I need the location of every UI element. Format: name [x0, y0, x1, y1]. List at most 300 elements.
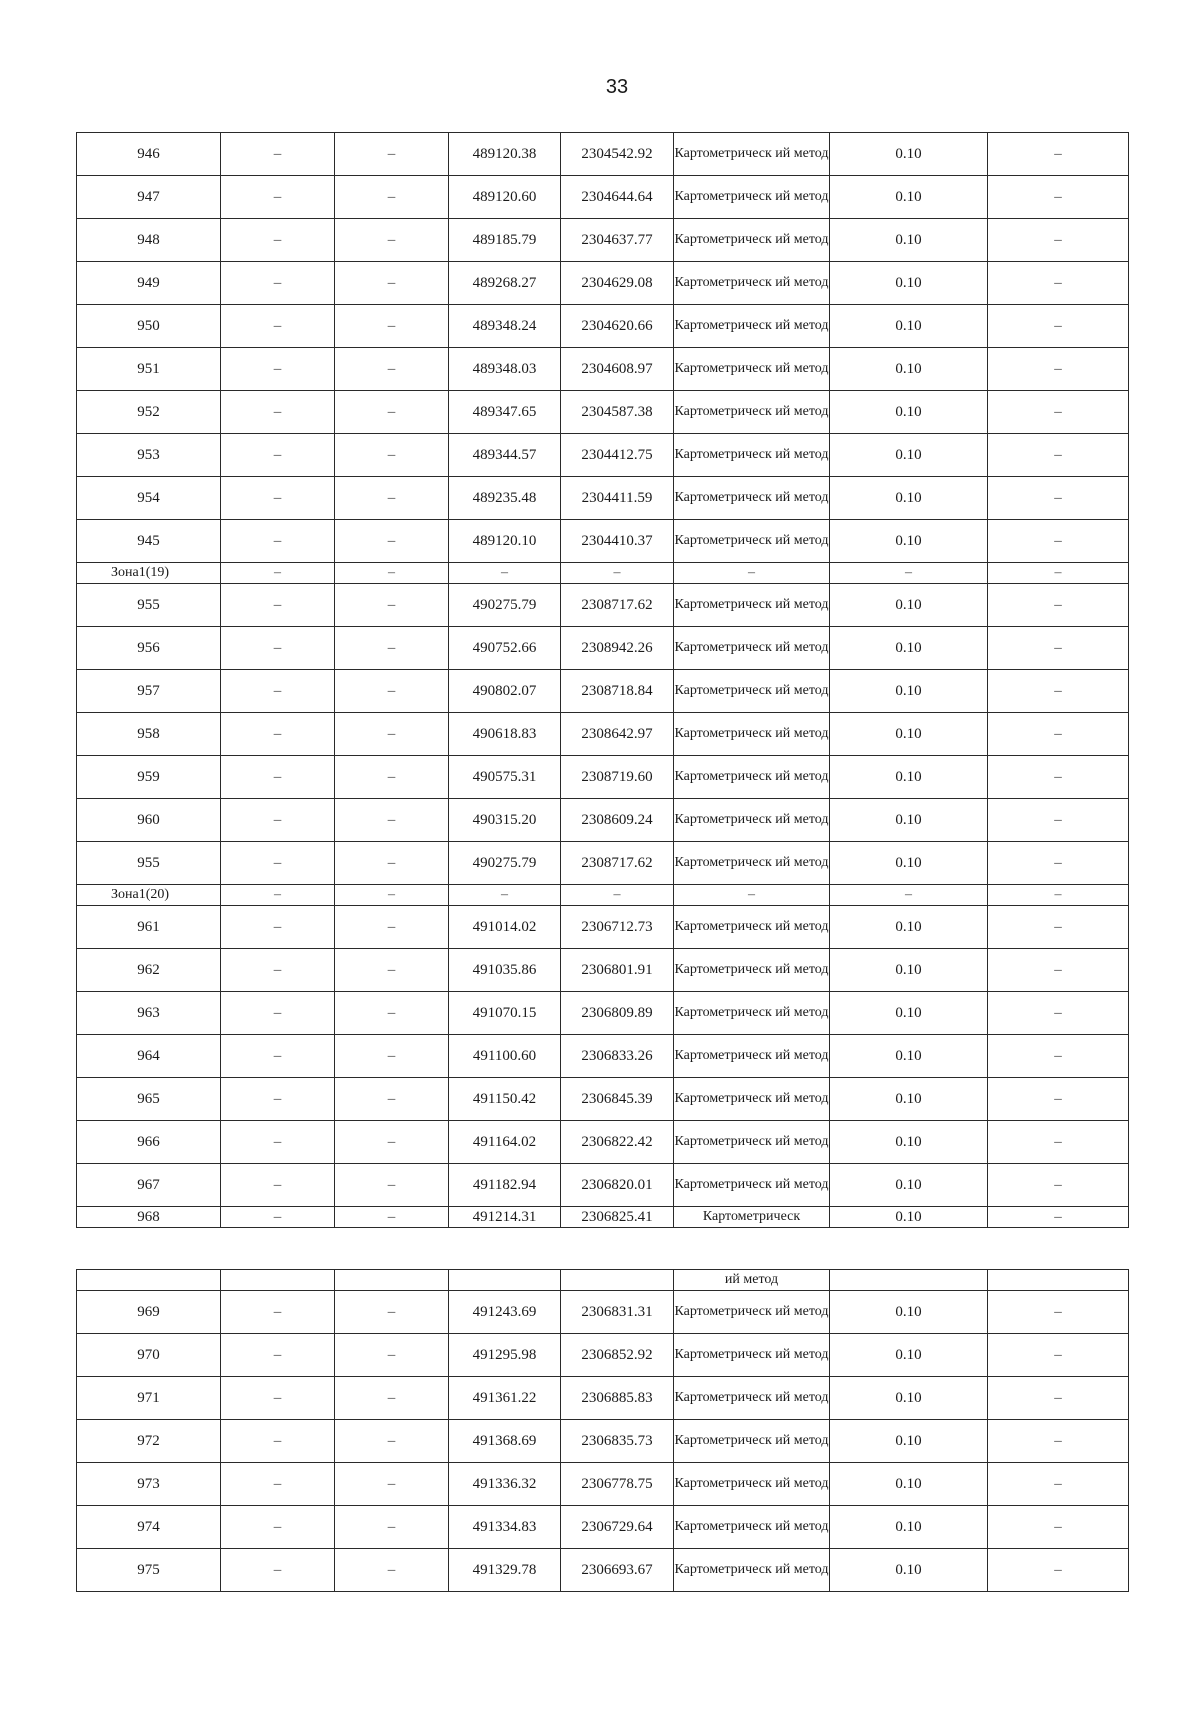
accuracy-cell: 0.10 [830, 906, 988, 949]
x-coordinate-cell: – [449, 563, 561, 584]
x-coordinate-cell: 489185.79 [449, 219, 561, 262]
y-coordinate-cell: 2308718.84 [561, 670, 674, 713]
empty-cell-2: – [221, 1207, 335, 1228]
method-cell: – [674, 885, 830, 906]
empty-cell-8: – [988, 1549, 1129, 1592]
empty-cell-3: – [335, 992, 449, 1035]
table-row [77, 133, 1129, 176]
point-number-cell: 969 [77, 1291, 221, 1334]
table-row [77, 1164, 1129, 1207]
empty-cell-2: – [221, 391, 335, 434]
point-number-cell: 955 [77, 584, 221, 627]
empty-cell-2: – [221, 756, 335, 799]
accuracy-cell: 0.10 [830, 219, 988, 262]
empty-cell-2: – [221, 1549, 335, 1592]
empty-cell-2: – [221, 1121, 335, 1164]
empty-cell-2: – [221, 1420, 335, 1463]
accuracy-cell: 0.10 [830, 713, 988, 756]
y-coordinate-cell: 2306820.01 [561, 1164, 674, 1207]
x-coordinate-cell: 489347.65 [449, 391, 561, 434]
accuracy-cell [830, 1270, 988, 1291]
method-cell: Картометрическ ий метод [674, 434, 830, 477]
point-number-cell: 972 [77, 1420, 221, 1463]
y-coordinate-cell: 2304412.75 [561, 434, 674, 477]
zone-header-row [77, 885, 1129, 906]
x-coordinate-cell: 491336.32 [449, 1463, 561, 1506]
y-coordinate-cell: – [561, 885, 674, 906]
accuracy-cell: 0.10 [830, 842, 988, 885]
empty-cell-3: – [335, 1420, 449, 1463]
y-coordinate-cell: 2304644.64 [561, 176, 674, 219]
y-coordinate-cell: 2306885.83 [561, 1377, 674, 1420]
method-cell: Картометрическ ий метод [674, 627, 830, 670]
empty-cell-8: – [988, 885, 1129, 906]
point-number-cell: 947 [77, 176, 221, 219]
y-coordinate-cell [561, 1270, 674, 1291]
table-row [77, 756, 1129, 799]
table-row [77, 670, 1129, 713]
point-number-cell: 961 [77, 906, 221, 949]
accuracy-cell: 0.10 [830, 520, 988, 563]
table-row [77, 1207, 1129, 1228]
y-coordinate-cell: 2306693.67 [561, 1549, 674, 1592]
empty-cell-3 [335, 1270, 449, 1291]
empty-cell-8: – [988, 842, 1129, 885]
empty-cell-2: – [221, 1463, 335, 1506]
accuracy-cell: 0.10 [830, 1078, 988, 1121]
point-number-cell: 957 [77, 670, 221, 713]
x-coordinate-cell: 490315.20 [449, 799, 561, 842]
empty-cell-2: – [221, 434, 335, 477]
table-row [77, 799, 1129, 842]
y-coordinate-cell: 2308719.60 [561, 756, 674, 799]
method-cell: Картометрическ ий метод [674, 133, 830, 176]
point-number-cell: 949 [77, 262, 221, 305]
accuracy-cell: 0.10 [830, 1121, 988, 1164]
y-coordinate-cell: 2306831.31 [561, 1291, 674, 1334]
empty-cell-8: – [988, 1078, 1129, 1121]
empty-cell-8 [988, 1270, 1129, 1291]
empty-cell-8: – [988, 1334, 1129, 1377]
empty-cell-2: – [221, 1164, 335, 1207]
empty-cell-2: – [221, 219, 335, 262]
y-coordinate-cell: 2304410.37 [561, 520, 674, 563]
method-cell: Картометрическ ий метод [674, 262, 830, 305]
accuracy-cell: 0.10 [830, 305, 988, 348]
accuracy-cell: 0.10 [830, 670, 988, 713]
empty-cell-3: – [335, 1121, 449, 1164]
method-cell: Картометрическ ий метод [674, 799, 830, 842]
table-row [77, 176, 1129, 219]
empty-cell-8: – [988, 1291, 1129, 1334]
y-coordinate-cell: 2306778.75 [561, 1463, 674, 1506]
empty-cell-2: – [221, 305, 335, 348]
x-coordinate-cell: 491361.22 [449, 1377, 561, 1420]
y-coordinate-cell: 2308717.62 [561, 584, 674, 627]
y-coordinate-cell: 2306845.39 [561, 1078, 674, 1121]
accuracy-cell: 0.10 [830, 434, 988, 477]
point-number-cell: 956 [77, 627, 221, 670]
point-number-cell: 966 [77, 1121, 221, 1164]
table-row [77, 520, 1129, 563]
empty-cell-3: – [335, 906, 449, 949]
method-cell: Картометрическ ий метод [674, 305, 830, 348]
accuracy-cell: 0.10 [830, 584, 988, 627]
x-coordinate-cell: 491100.60 [449, 1035, 561, 1078]
empty-cell-3: – [335, 949, 449, 992]
empty-cell-3: – [335, 1078, 449, 1121]
method-cell: Картометрическ ий метод [674, 756, 830, 799]
point-number-cell: 963 [77, 992, 221, 1035]
x-coordinate-cell: 491295.98 [449, 1334, 561, 1377]
empty-cell-3: – [335, 885, 449, 906]
point-number-cell: 950 [77, 305, 221, 348]
point-number-cell: Зона1(19) [77, 563, 221, 584]
x-coordinate-cell: 491182.94 [449, 1164, 561, 1207]
table-row [77, 262, 1129, 305]
x-coordinate-cell: 490752.66 [449, 627, 561, 670]
point-number-cell: 973 [77, 1463, 221, 1506]
method-cell: ий метод [674, 1270, 830, 1291]
empty-cell-3: – [335, 1463, 449, 1506]
point-number-cell: 960 [77, 799, 221, 842]
empty-cell-2: – [221, 1291, 335, 1334]
method-cell: Картометрическ ий метод [674, 906, 830, 949]
point-number-cell: 970 [77, 1334, 221, 1377]
empty-cell-8: – [988, 520, 1129, 563]
empty-cell-3: – [335, 842, 449, 885]
empty-cell-8: – [988, 1121, 1129, 1164]
empty-cell-8: – [988, 799, 1129, 842]
x-coordinate-cell: 489120.60 [449, 176, 561, 219]
accuracy-cell: 0.10 [830, 477, 988, 520]
y-coordinate-cell: 2306809.89 [561, 992, 674, 1035]
y-coordinate-cell: 2306833.26 [561, 1035, 674, 1078]
empty-cell-2: – [221, 477, 335, 520]
empty-cell-3: – [335, 176, 449, 219]
y-coordinate-cell: 2306852.92 [561, 1334, 674, 1377]
empty-cell-2: – [221, 713, 335, 756]
accuracy-cell: 0.10 [830, 1035, 988, 1078]
empty-cell-2: – [221, 1506, 335, 1549]
accuracy-cell: 0.10 [830, 262, 988, 305]
table-row [77, 906, 1129, 949]
accuracy-cell: 0.10 [830, 1334, 988, 1377]
empty-cell-3: – [335, 1549, 449, 1592]
method-cell: Картометрическ ий метод [674, 391, 830, 434]
empty-cell-3: – [335, 391, 449, 434]
empty-cell-2: – [221, 842, 335, 885]
accuracy-cell: 0.10 [830, 756, 988, 799]
accuracy-cell: 0.10 [830, 1207, 988, 1228]
empty-cell-3: – [335, 1164, 449, 1207]
point-number-cell: 971 [77, 1377, 221, 1420]
empty-cell-8: – [988, 133, 1129, 176]
y-coordinate-cell: 2306822.42 [561, 1121, 674, 1164]
accuracy-cell: 0.10 [830, 799, 988, 842]
empty-cell-2: – [221, 348, 335, 391]
empty-cell-3: – [335, 627, 449, 670]
x-coordinate-cell: 490575.31 [449, 756, 561, 799]
method-cell: Картометрическ ий метод [674, 992, 830, 1035]
table-row [77, 1121, 1129, 1164]
method-cell: Картометрическ ий метод [674, 176, 830, 219]
method-cell: Картометрическ ий метод [674, 1334, 830, 1377]
point-number-cell: 962 [77, 949, 221, 992]
empty-cell-8: – [988, 176, 1129, 219]
empty-cell-8: – [988, 1463, 1129, 1506]
method-cell: Картометрическ ий метод [674, 949, 830, 992]
table-row [77, 1420, 1129, 1463]
x-coordinate-cell: 491329.78 [449, 1549, 561, 1592]
method-cell: Картометрическ ий метод [674, 520, 830, 563]
method-cell: Картометрическ ий метод [674, 1121, 830, 1164]
accuracy-cell: 0.10 [830, 627, 988, 670]
table-row [77, 434, 1129, 477]
empty-cell-8: – [988, 1164, 1129, 1207]
y-coordinate-cell: 2306835.73 [561, 1420, 674, 1463]
y-coordinate-cell: 2306729.64 [561, 1506, 674, 1549]
empty-cell-3: – [335, 133, 449, 176]
empty-cell-8: – [988, 949, 1129, 992]
page-number: 33 [605, 76, 629, 98]
point-number-cell: 967 [77, 1164, 221, 1207]
empty-cell-8: – [988, 563, 1129, 584]
empty-cell-2: – [221, 1334, 335, 1377]
empty-cell-3: – [335, 670, 449, 713]
method-cell: Картометрическ ий метод [674, 1078, 830, 1121]
x-coordinate-cell: 489235.48 [449, 477, 561, 520]
x-coordinate-cell: 490802.07 [449, 670, 561, 713]
empty-cell-8: – [988, 391, 1129, 434]
empty-cell-3: – [335, 219, 449, 262]
method-cell: Картометрическ ий метод [674, 219, 830, 262]
empty-cell-2: – [221, 627, 335, 670]
y-coordinate-cell: 2308942.26 [561, 627, 674, 670]
table-row [77, 584, 1129, 627]
empty-cell-8: – [988, 1506, 1129, 1549]
method-cell: Картометрическ ий метод [674, 1549, 830, 1592]
x-coordinate-cell: 491214.31 [449, 1207, 561, 1228]
empty-cell-2: – [221, 563, 335, 584]
accuracy-cell: 0.10 [830, 391, 988, 434]
x-coordinate-cell: 491070.15 [449, 992, 561, 1035]
empty-cell-2: – [221, 262, 335, 305]
empty-cell-2: – [221, 1377, 335, 1420]
coordinates-table-continued-body [77, 1270, 1129, 1592]
empty-cell-3: – [335, 1291, 449, 1334]
table-row [77, 1506, 1129, 1549]
x-coordinate-cell: 489120.10 [449, 520, 561, 563]
accuracy-cell: 0.10 [830, 1377, 988, 1420]
y-coordinate-cell: 2304637.77 [561, 219, 674, 262]
x-coordinate-cell: 489344.57 [449, 434, 561, 477]
x-coordinate-cell: 489268.27 [449, 262, 561, 305]
table-row [77, 477, 1129, 520]
empty-cell-8: – [988, 1420, 1129, 1463]
table-row [77, 1035, 1129, 1078]
y-coordinate-cell: 2304411.59 [561, 477, 674, 520]
empty-cell-2: – [221, 906, 335, 949]
x-coordinate-cell: 491243.69 [449, 1291, 561, 1334]
empty-cell-8: – [988, 627, 1129, 670]
table-row [77, 1270, 1129, 1291]
method-cell: Картометрическ ий метод [674, 1291, 830, 1334]
method-cell: – [674, 563, 830, 584]
empty-cell-8: – [988, 1035, 1129, 1078]
empty-cell-2: – [221, 799, 335, 842]
method-cell: Картометрическ ий метод [674, 670, 830, 713]
accuracy-cell: 0.10 [830, 133, 988, 176]
empty-cell-8: – [988, 305, 1129, 348]
accuracy-cell: 0.10 [830, 1420, 988, 1463]
x-coordinate-cell [449, 1270, 561, 1291]
x-coordinate-cell: 490618.83 [449, 713, 561, 756]
empty-cell-2: – [221, 1078, 335, 1121]
point-number-cell: 958 [77, 713, 221, 756]
x-coordinate-cell: 491334.83 [449, 1506, 561, 1549]
point-number-cell: 955 [77, 842, 221, 885]
table-row [77, 992, 1129, 1035]
empty-cell-8: – [988, 756, 1129, 799]
empty-cell-3: – [335, 584, 449, 627]
method-cell: Картометрическ ий метод [674, 477, 830, 520]
table-row [77, 219, 1129, 262]
empty-cell-3: – [335, 1506, 449, 1549]
accuracy-cell: 0.10 [830, 1463, 988, 1506]
table-row [77, 627, 1129, 670]
empty-cell-8: – [988, 434, 1129, 477]
y-coordinate-cell: – [561, 563, 674, 584]
accuracy-cell: 0.10 [830, 1549, 988, 1592]
point-number-cell: 945 [77, 520, 221, 563]
method-cell: Картометрическ ий метод [674, 1420, 830, 1463]
x-coordinate-cell: 490275.79 [449, 842, 561, 885]
point-number-cell: 946 [77, 133, 221, 176]
method-cell: Картометрическ ий метод [674, 1377, 830, 1420]
point-number-cell: 952 [77, 391, 221, 434]
method-cell: Картометрическ [674, 1207, 830, 1228]
method-cell: Картометрическ ий метод [674, 1035, 830, 1078]
method-cell: Картометрическ ий метод [674, 584, 830, 627]
empty-cell-3: – [335, 520, 449, 563]
x-coordinate-cell: 491150.42 [449, 1078, 561, 1121]
zone-header-row [77, 563, 1129, 584]
empty-cell-8: – [988, 219, 1129, 262]
point-number-cell: 948 [77, 219, 221, 262]
empty-cell-8: – [988, 670, 1129, 713]
y-coordinate-cell: 2304587.38 [561, 391, 674, 434]
table-row [77, 842, 1129, 885]
x-coordinate-cell: 491164.02 [449, 1121, 561, 1164]
x-coordinate-cell: 490275.79 [449, 584, 561, 627]
table-row [77, 1377, 1129, 1420]
accuracy-cell: 0.10 [830, 176, 988, 219]
empty-cell-3: – [335, 348, 449, 391]
table-row [77, 949, 1129, 992]
table-row [77, 1291, 1129, 1334]
empty-cell-3: – [335, 477, 449, 520]
x-coordinate-cell: 491368.69 [449, 1420, 561, 1463]
method-cell: Картометрическ ий метод [674, 1506, 830, 1549]
method-cell: Картометрическ ий метод [674, 842, 830, 885]
x-coordinate-cell: – [449, 885, 561, 906]
accuracy-cell: 0.10 [830, 1164, 988, 1207]
empty-cell-2: – [221, 133, 335, 176]
y-coordinate-cell: 2304620.66 [561, 305, 674, 348]
empty-cell-3: – [335, 262, 449, 305]
point-number-cell: 975 [77, 1549, 221, 1592]
table-row [77, 1078, 1129, 1121]
y-coordinate-cell: 2308609.24 [561, 799, 674, 842]
accuracy-cell: 0.10 [830, 1506, 988, 1549]
empty-cell-3: – [335, 434, 449, 477]
empty-cell-2: – [221, 670, 335, 713]
empty-cell-3: – [335, 1334, 449, 1377]
coordinates-table [76, 132, 1129, 1228]
method-cell: Картометрическ ий метод [674, 713, 830, 756]
accuracy-cell: 0.10 [830, 348, 988, 391]
point-number-cell: 953 [77, 434, 221, 477]
table-row [77, 1334, 1129, 1377]
empty-cell-8: – [988, 713, 1129, 756]
point-number-cell: 951 [77, 348, 221, 391]
empty-cell-2: – [221, 176, 335, 219]
point-number-cell: 964 [77, 1035, 221, 1078]
empty-cell-8: – [988, 262, 1129, 305]
y-coordinate-cell: 2306801.91 [561, 949, 674, 992]
point-number-cell: 965 [77, 1078, 221, 1121]
empty-cell-8: – [988, 1377, 1129, 1420]
point-number-cell: 968 [77, 1207, 221, 1228]
x-coordinate-cell: 491014.02 [449, 906, 561, 949]
table-row [77, 305, 1129, 348]
point-number-cell: Зона1(20) [77, 885, 221, 906]
method-cell: Картометрическ ий метод [674, 348, 830, 391]
empty-cell-8: – [988, 348, 1129, 391]
table-row [77, 713, 1129, 756]
empty-cell-2: – [221, 520, 335, 563]
empty-cell-2: – [221, 584, 335, 627]
empty-cell-2: – [221, 992, 335, 1035]
empty-cell-2 [221, 1270, 335, 1291]
coordinates-table-body [77, 133, 1129, 1228]
y-coordinate-cell: 2304629.08 [561, 262, 674, 305]
y-coordinate-cell: 2308642.97 [561, 713, 674, 756]
x-coordinate-cell: 491035.86 [449, 949, 561, 992]
empty-cell-3: – [335, 563, 449, 584]
table-row [77, 1549, 1129, 1592]
empty-cell-3: – [335, 305, 449, 348]
empty-cell-3: – [335, 1035, 449, 1078]
empty-cell-3: – [335, 799, 449, 842]
empty-cell-3: – [335, 1377, 449, 1420]
y-coordinate-cell: 2308717.62 [561, 842, 674, 885]
method-cell: Картометрическ ий метод [674, 1164, 830, 1207]
accuracy-cell: 0.10 [830, 1291, 988, 1334]
accuracy-cell: – [830, 563, 988, 584]
y-coordinate-cell: 2306712.73 [561, 906, 674, 949]
empty-cell-3: – [335, 1207, 449, 1228]
point-number-cell [77, 1270, 221, 1291]
coordinates-table-continued [76, 1269, 1129, 1592]
empty-cell-8: – [988, 584, 1129, 627]
empty-cell-8: – [988, 1207, 1129, 1228]
empty-cell-8: – [988, 477, 1129, 520]
table-row [77, 1463, 1129, 1506]
x-coordinate-cell: 489348.24 [449, 305, 561, 348]
empty-cell-2: – [221, 885, 335, 906]
